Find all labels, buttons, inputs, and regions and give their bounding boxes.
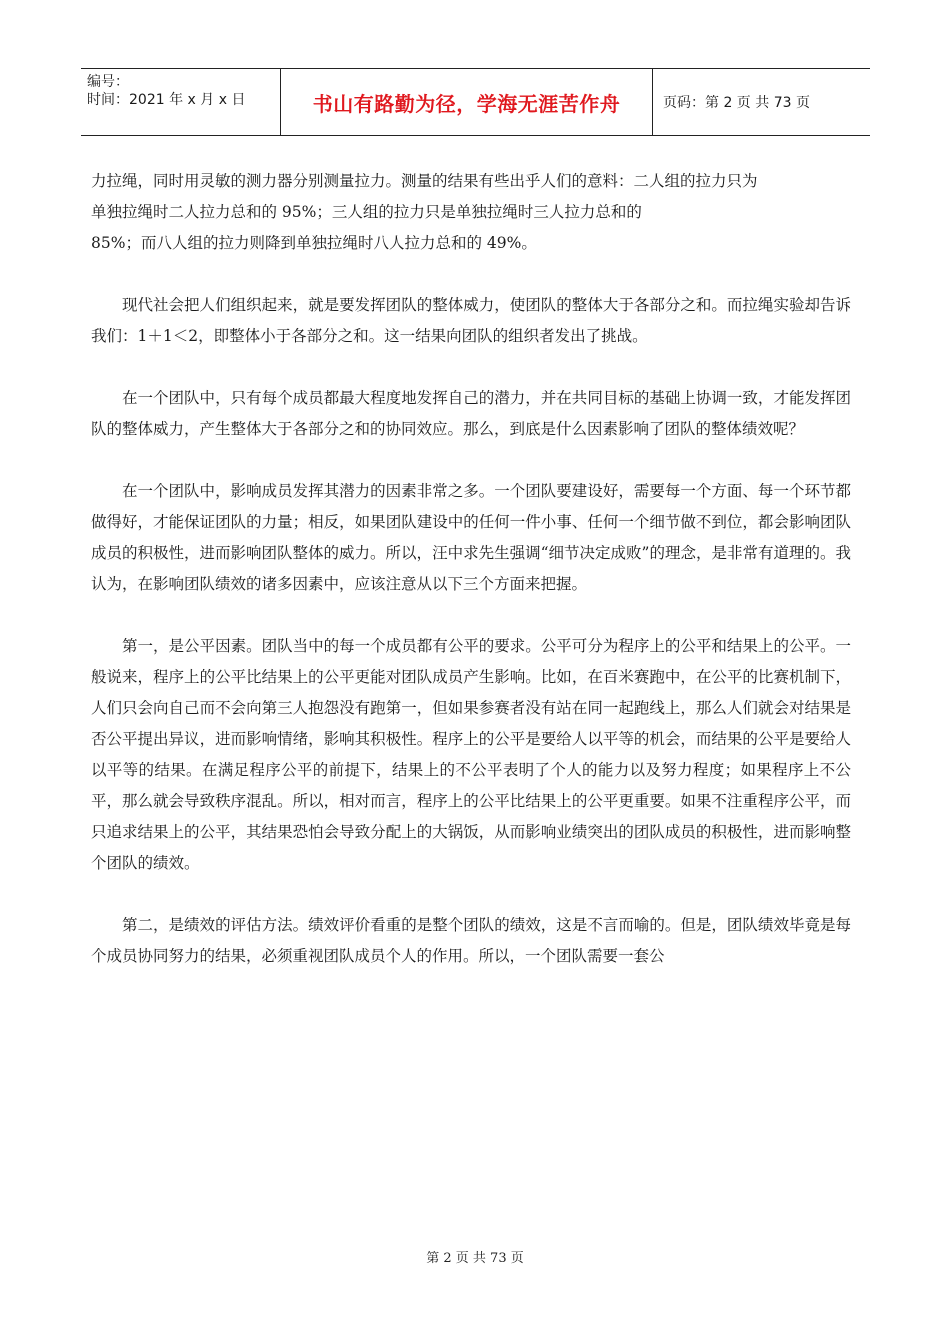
document-body — [91, 166, 851, 972]
number-label: 编号： — [87, 74, 129, 90]
header-page-cell — [653, 69, 870, 135]
paragraph-1-line-2: 单独拉绳时二人拉力总和的 95%；三人组的拉力只是单独拉绳时三人拉力总和的 — [91, 203, 642, 221]
paragraph-2: 现代社会把人们组织起来，就是要发挥团队的整体威力，使团队的整体大于各部分之和。而拉绳实验却告诉我们：1＋1＜2，即整体小于各部分之和。这一结果向团队的组织者发出了挑战。 — [91, 296, 851, 345]
page-label: 页码：第 2 页 共 73 页 — [663, 95, 810, 111]
paragraph-6: 第二，是绩效的评估方法。绩效评价看重的是整个团队的绩效，这是不言而喻的。但是，团队绩效毕竟是每个成员协同努力的结果，必须重视团队成员个人的作用。所以，一个团队需要一套公 — [91, 916, 851, 965]
time-label: 时间：2021 年 x 月 x 日 — [87, 92, 246, 108]
header-meta — [81, 69, 281, 135]
paragraph-1-line-3: 85%；而八人组的拉力则降到单独拉绳时八人拉力总和的 49%。 — [91, 234, 537, 252]
document-header — [81, 68, 870, 136]
motto-text: 书山有路勤为径，学海无涯苦作舟 — [312, 91, 621, 116]
paragraph-1-line-1: 力拉绳，同时用灵敏的测力器分别测量拉力。测量的结果有些出乎人们的意料：二人组的拉力只为 — [91, 172, 758, 190]
page-footer: 第 2 页 共 73 页 — [426, 1251, 524, 1266]
paragraph-5: 第一，是公平因素。团队当中的每一个成员都有公平的要求。公平可分为程序上的公平和结果上的公平。一般说来，程序上的公平比结果上的公平更能对团队成员产生影响。比如，在百米赛跑中，在公平的比赛机制下，人们只会向自己而不会向第三人抱怨没有跑第一，但如果参赛者没有站在同一起跑线上，那么人们就会对结果是否公平提出异议，进而影响情绪，影响其积极性。程序上的公平是要给人以平等的机会，而结果的公平是要给人以平等的结果。在满足程序公平的前提下，结果上的不公平表明了个人的能力以及努力程度；如果程序上不公平，那么就会导致秩序混乱。所以，相对而言，程序上的公平比结果上的公平更重要。如果不注重程序公平，而只追求结果上的公平，其结果恐怕会导致分配上的大锅饭，从而影响业绩突出的团队成员的积极性，进而影响整个团队的绩效。 — [91, 637, 851, 872]
paragraph-3: 在一个团队中，只有每个成员都最大程度地发挥自己的潜力，并在共同目标的基础上协调一致，才能发挥团队的整体威力，产生整体大于各部分之和的协同效应。那么，到底是什么因素影响了团队的整体绩效呢？ — [91, 389, 851, 438]
header-motto-cell — [281, 69, 653, 135]
paragraph-4: 在一个团队中，影响成员发挥其潜力的因素非常之多。一个团队要建设好，需要每一个方面、每一个环节都做得好，才能保证团队的力量；相反，如果团队建设中的任何一件小事、任何一个细节做不到位，都会影响团队成员的积极性，进而影响团队整体的威力。所以，汪中求先生强调“细节决定成败”的理念，是非常有道理的。我认为，在影响团队绩效的诸多因素中，应该注意从以下三个方面来把握。 — [91, 482, 851, 593]
